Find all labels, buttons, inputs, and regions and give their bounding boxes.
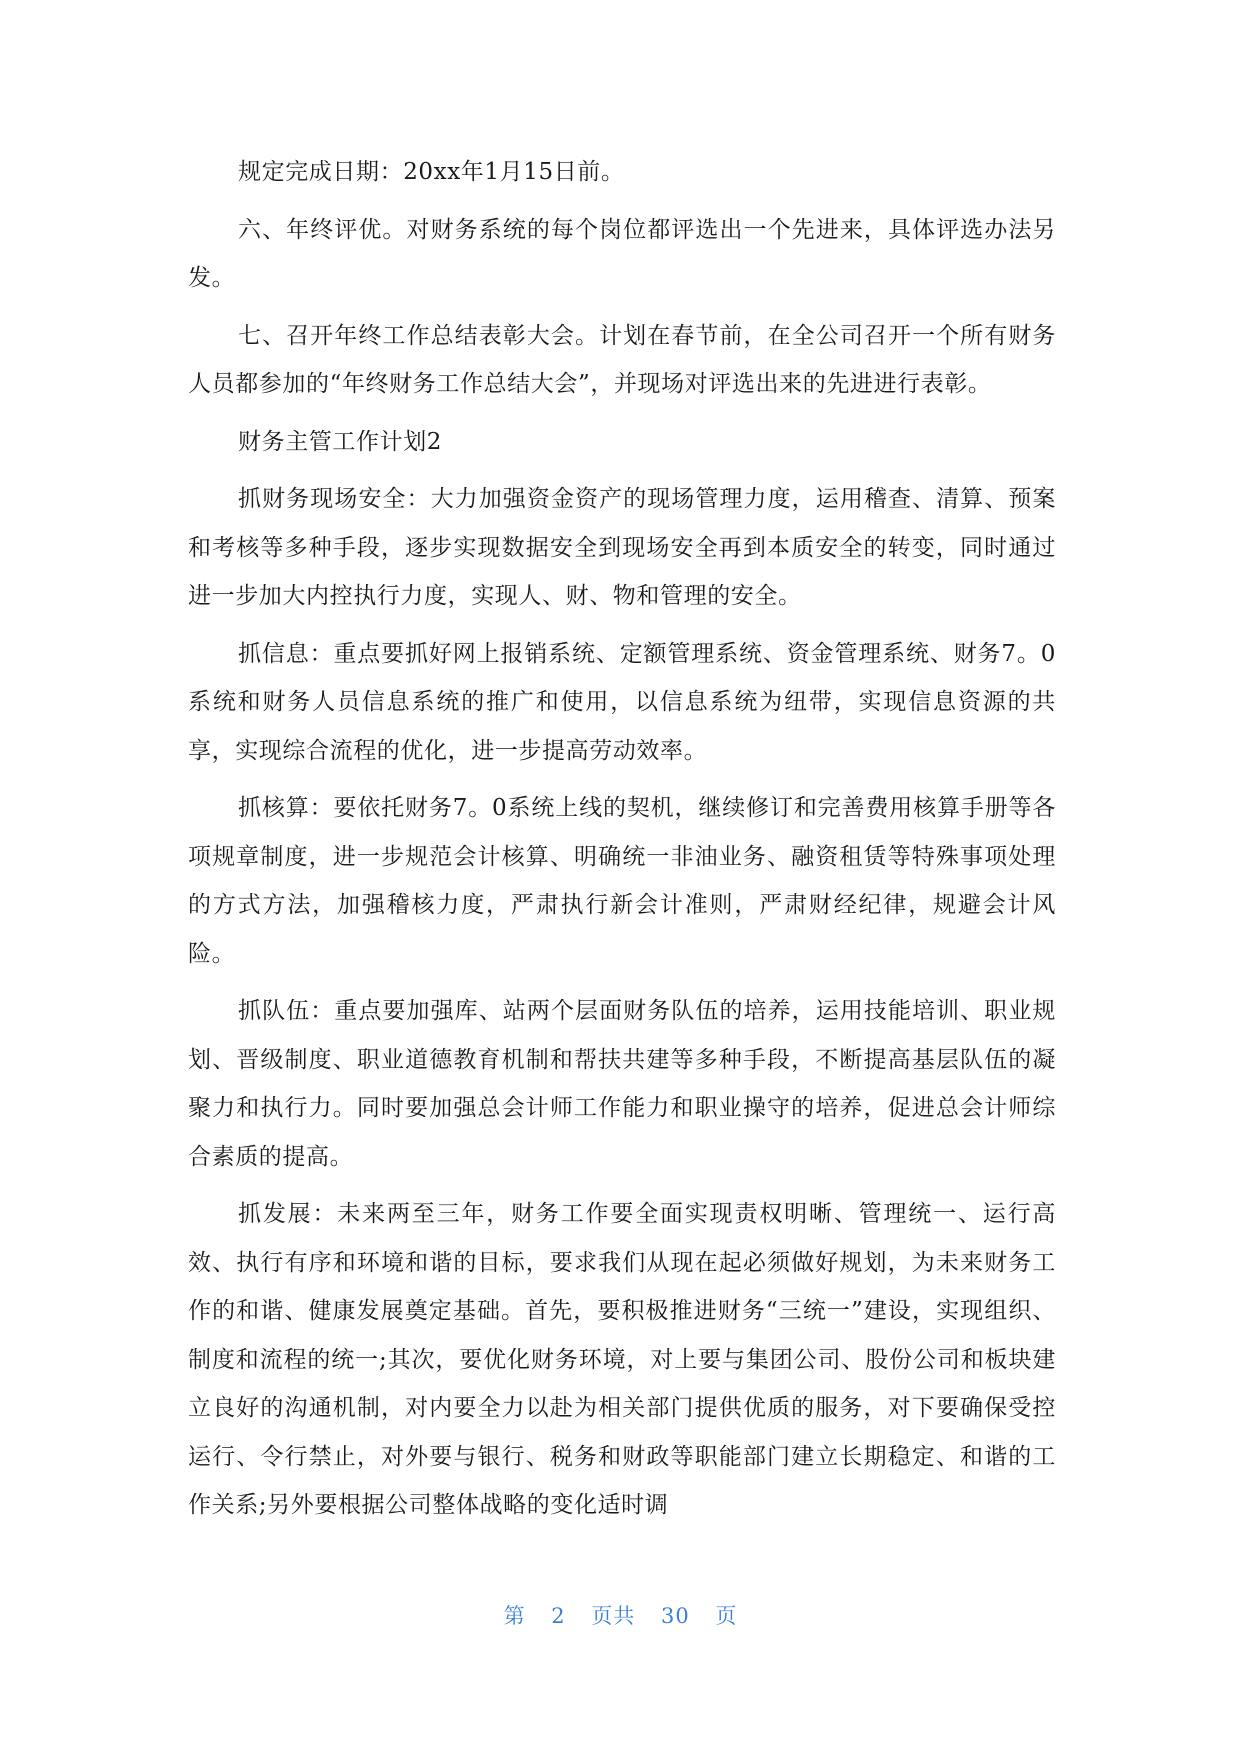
footer-suffix: 页: [715, 1604, 738, 1628]
paragraph-accounting: 抓核算：要依托财务7。0系统上线的契机，继续修订和完善费用核算手册等各项规章制度，进一步规范会计核算、明确统一非油业务、融资租赁等特殊事项处理的方式方法，加强稽核力度，严肃执行新会计准则，严肃财经纪律，规避会计风险。: [188, 795, 1056, 967]
footer-middle: 页共: [591, 1604, 636, 1628]
footer-prefix: 第: [503, 1604, 526, 1628]
paragraph-year-end-conference: 七、召开年终工作总结表彰大会。计划在春节前，在全公司召开一个所有财务人员都参加的“年终财务工作总结大会”，并现场对评选出来的先进进行表彰。: [188, 322, 1056, 397]
section-heading-plan-2: 财务主管工作计划2: [238, 428, 443, 455]
page-footer: [0, 1600, 1241, 1630]
paragraph-year-end-evaluation: 六、年终评优。对财务系统的每个岗位都评选出一个先进来，具体评选办法另发。: [188, 216, 1056, 291]
footer-current-page: 2: [551, 1604, 566, 1628]
paragraph-site-safety: 抓财务现场安全：大力加强资金资产的现场管理力度，运用稽查、清算、预案和考核等多种手段，逐步实现数据安全到现场安全再到本质安全的转变，同时通过进一步加大内控执行力度，实现人、财、物和管理的安全。: [188, 486, 1056, 609]
paragraph-development: 抓发展：未来两至三年，财务工作要全面实现责权明晰、管理统一、运行高效、执行有序和环境和谐的目标，要求我们从现在起必须做好规划，为未来财务工作的和谐、健康发展奠定基础。首先，要积极推进财务“三统一”建设，实现组织、制度和流程的统一;其次，要优化财务环境，对上要与集团公司、股份公司和板块建立良好的沟通机制，对内要全力以赴为相关部门提供优质的服务，对下要确保受控运行、令行禁止，对外要与银行、税务和财政等职能部门建立长期稳定、和谐的工作关系;另外要根据公司整体战略的变化适时调: [188, 1201, 1056, 1518]
paragraph-information: 抓信息：重点要抓好网上报销系统、定额管理系统、资金管理系统、财务7。0系统和财务人员信息系统的推广和使用，以信息系统为纽带，实现信息资源的共享，实现综合流程的优化，进一步提高劳动效率。: [188, 640, 1056, 764]
footer-total-pages: 30: [661, 1604, 690, 1628]
paragraph-deadline: 规定完成日期：20xx年1月15日前。: [238, 159, 625, 185]
document-body: [188, 148, 1056, 1539]
paragraph-team: 抓队伍：重点要加强库、站两个层面财务队伍的培养，运用技能培训、职业规划、晋级制度、职业道德教育机制和帮扶共建等多种手段，不断提高基层队伍的凝聚力和执行力。同时要加强总会计师工作能力和职业操守的培养，促进总会计师综合素质的提高。: [188, 998, 1056, 1170]
